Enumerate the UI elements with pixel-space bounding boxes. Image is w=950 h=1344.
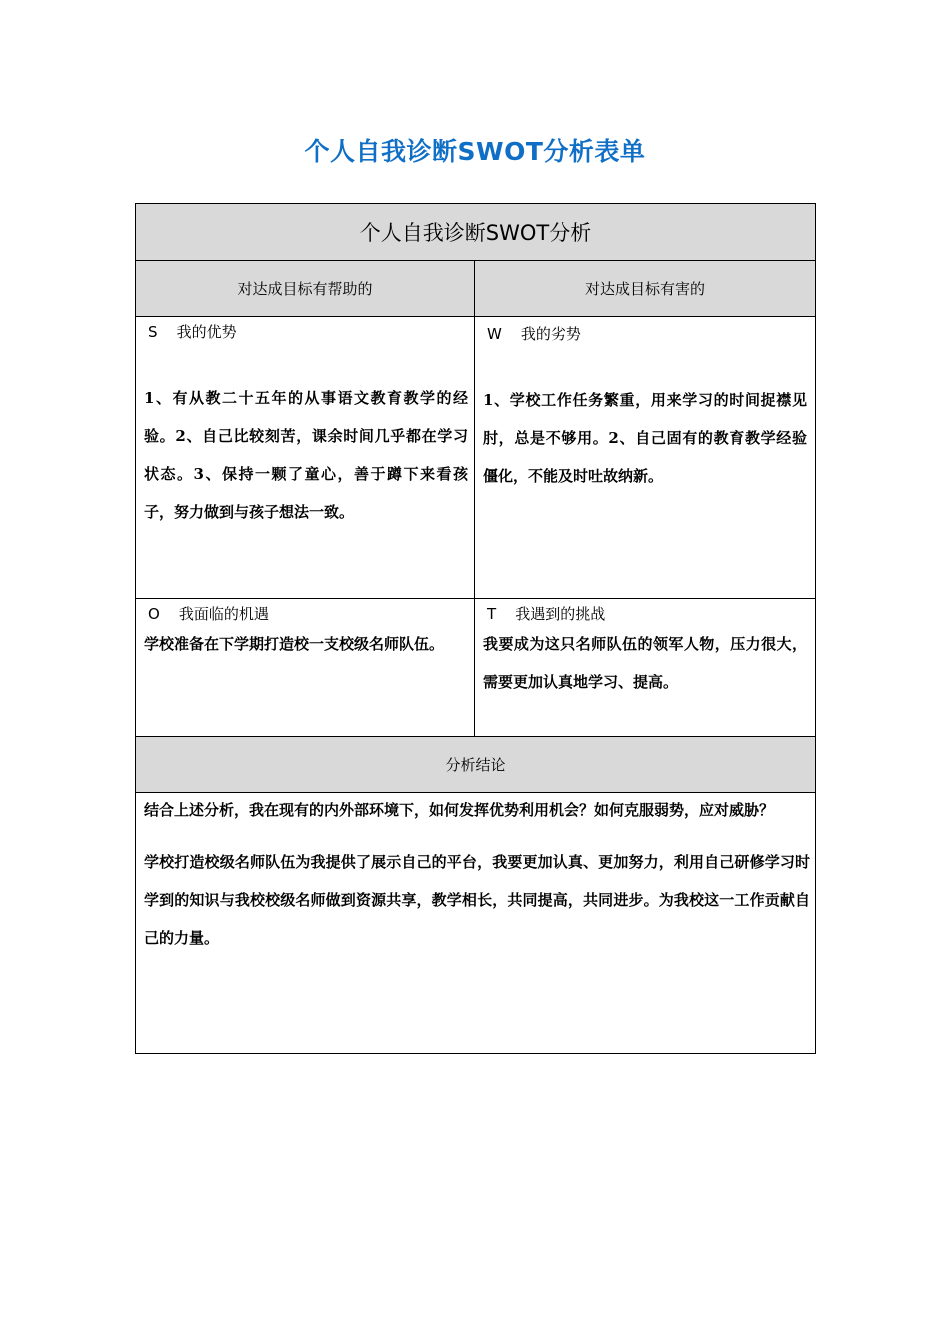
strengths-body: 1、有从教二十五年的从事语文教育教学的经验。2、自己比较刻苦，课余时间几乎都在学习状态。3、保持一颗了童心，善于蹲下来看孩子，努力做到与孩子想法一致。 bbox=[144, 389, 468, 521]
document-title: 个人自我诊断SWOT分析表单 bbox=[304, 137, 646, 166]
threats-body: 我要成为这只名师队伍的领军人物，压力很大，需要更加认真地学习、提高。 bbox=[483, 635, 807, 691]
opportunities-body: 学校准备在下学期打造校一支校级名师队伍。 bbox=[144, 635, 445, 653]
swot-table bbox=[135, 203, 816, 1054]
threats-cell bbox=[475, 599, 815, 736]
table-heading: 个人自我诊断SWOT分析 bbox=[136, 204, 815, 261]
opportunities-threats-row bbox=[136, 599, 815, 737]
column-header-row bbox=[136, 261, 815, 317]
opportunities-title: O 我面临的机遇 bbox=[148, 605, 269, 623]
conclusion-cell bbox=[136, 793, 815, 1053]
column-header-harmful: 对达成目标有害的 bbox=[584, 280, 705, 298]
strengths-title: S 我的优势 bbox=[148, 323, 237, 341]
weaknesses-body: 1、学校工作任务繁重，用来学习的时间捉襟见肘，总是不够用。2、自己固有的教育教学经验僵化，不能及时吐故纳新。 bbox=[483, 391, 807, 485]
threats-title: T 我遇到的挑战 bbox=[487, 605, 606, 623]
weaknesses-title: W 我的劣势 bbox=[487, 325, 581, 343]
conclusion-text: 学校打造校级名师队伍为我提供了展示自己的平台，我要更加认真、更加努力，利用自己研修学习时学到的知识与我校校级名师做到资源共享，教学相长，共同提高，共同进步。为我校这一工作贡献自己的力量。 bbox=[144, 853, 810, 947]
weaknesses-cell bbox=[475, 317, 815, 598]
strengths-weaknesses-row bbox=[136, 317, 815, 599]
opportunities-cell bbox=[136, 599, 475, 736]
strengths-cell bbox=[136, 317, 475, 598]
conclusion-question: 结合上述分析，我在现有的内外部环境下，如何发挥优势利用机会？如何克服弱势，应对威胁？ bbox=[144, 801, 775, 819]
conclusion-heading: 分析结论 bbox=[136, 737, 815, 793]
column-header-helpful: 对达成目标有帮助的 bbox=[136, 261, 475, 316]
